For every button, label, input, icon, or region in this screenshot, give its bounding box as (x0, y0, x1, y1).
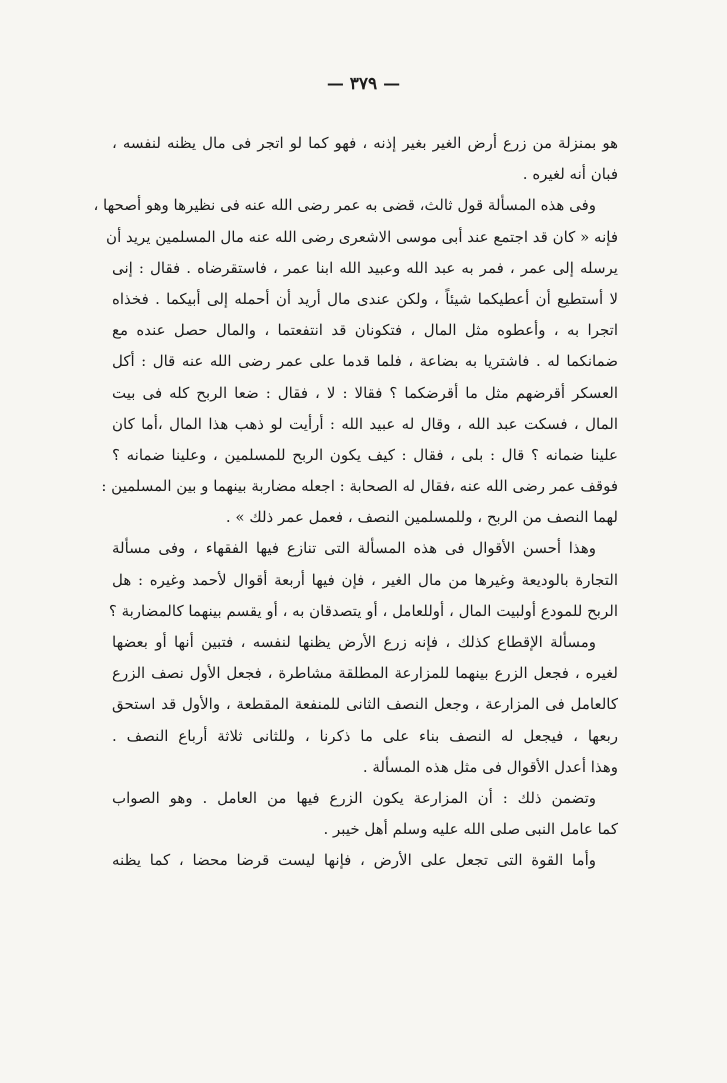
text-line: فإنه « كان قد اجتمع عند أبى موسى الاشعرى رضى الله عنه مال المسلمين يريد أن (106, 227, 618, 246)
text-line: وهذا أعدل الأقوال فى مثل هذه المسألة . (362, 757, 618, 776)
text-line: كالعامل فى المزارعة ، وجعل النصف الثانى للمنفعة المقطعة ، والأول قد استحق (112, 695, 618, 714)
text-line: يرسله إلى عمر ، فمر به عبد الله وعبيد الله ابنا عمر ، فاستقرضاه . فقال : إنى (112, 258, 618, 277)
text-line: ومسألة الإقطاع كذلك ، فإنه زرع الأرض يظنها لنفسه ، فتبين أنها أو بعضها (112, 633, 596, 651)
text-line: التجارة بالوديعة وغيرها من مال الغير ، فإن فيها أربعة أقوال لأحمد وغيره : هل (112, 570, 618, 589)
text-line: الربح للمودع أولبيت المال ، أوللعامل ، أو يتصدقان به ، أو يقسم بينهما كالمضاربة ؟ (108, 601, 618, 620)
text-line: كما عامل النبى صلى الله عليه وسلم أهل خيبر . (323, 820, 618, 839)
text-line: فبان أنه لغيره . (522, 165, 618, 184)
page-number: — ٣٧٩ — (326, 74, 401, 94)
body-text (93, 128, 618, 877)
text-line: وفى هذه المسألة قول ثالث، قضى به عمر رضى الله عنه فى نظيرها وهو أصحها ، (93, 196, 596, 215)
text-line: هو بمنزلة من زرع أرض الغير بغير إذنه ، فهو كما لو اتجر فى مال يظنه لنفسه ، (112, 134, 618, 152)
text-line: لهما النصف من الربح ، وللمسلمين النصف ، فعمل عمر ذلك » . (225, 508, 618, 527)
text-line: وأما القوة التى تجعل على الأرض ، فإنها ليست قرضا محضا ، كما يظنه (112, 851, 596, 870)
text-line: ربعها ، فيجعل له النصف بناء على ما ذكرنا ، وللثانى ثلاثة أرباع النصف . (112, 726, 618, 745)
text-line: فوقف عمر رضى الله عنه ،فقال له الصحابة : اجعله مضاربة بينهما و بين المسلمين : (101, 477, 618, 496)
text-line: وتضمن ذلك : أن المزارعة يكون الزرع فيها من العامل . وهو الصواب (112, 788, 596, 807)
text-line: اتجرا به ، وأعطوه مثل المال ، فتكونان قد انتفعتما ، والمال حصل عنده مع (112, 321, 618, 340)
text-line: لغيره ، فجعل الزرع بينهما للمزارعة المطلقة مشاطرة ، فجعل الأول نصف الزرع (112, 664, 618, 683)
text-line: علينا ضمانه ؟ قال : بلى ، فقال : كيف يكون الربح للمسلمين ، وعلينا ضمانه ؟ (112, 445, 618, 464)
text-line: وهذا أحسن الأقوال فى هذه المسألة التى تنازع فيها الفقهاء ، وفى مسألة (112, 539, 596, 558)
text-line: لا أستطيع أن أعطيكما شيئاً ، ولكن عندى مال أريد أن أحمله إلى أبيكما . فخذاه (112, 289, 618, 308)
text-line: المال ، فسكت عبد الله ، وقال له عبيد الله : أرأيت لو ذهب هذا المال ،أما كان (112, 414, 618, 433)
text-line: العسكر أقرضهم مثل ما أقرضكما ؟ فقالا : لا ، فقال : ضعا الربح كله فى بيت (112, 383, 618, 402)
text-line: ضمانكما له . فاشتريا به بضاعة ، فلما قدما على عمر رضى الله عنه قال : أكل (112, 352, 618, 371)
